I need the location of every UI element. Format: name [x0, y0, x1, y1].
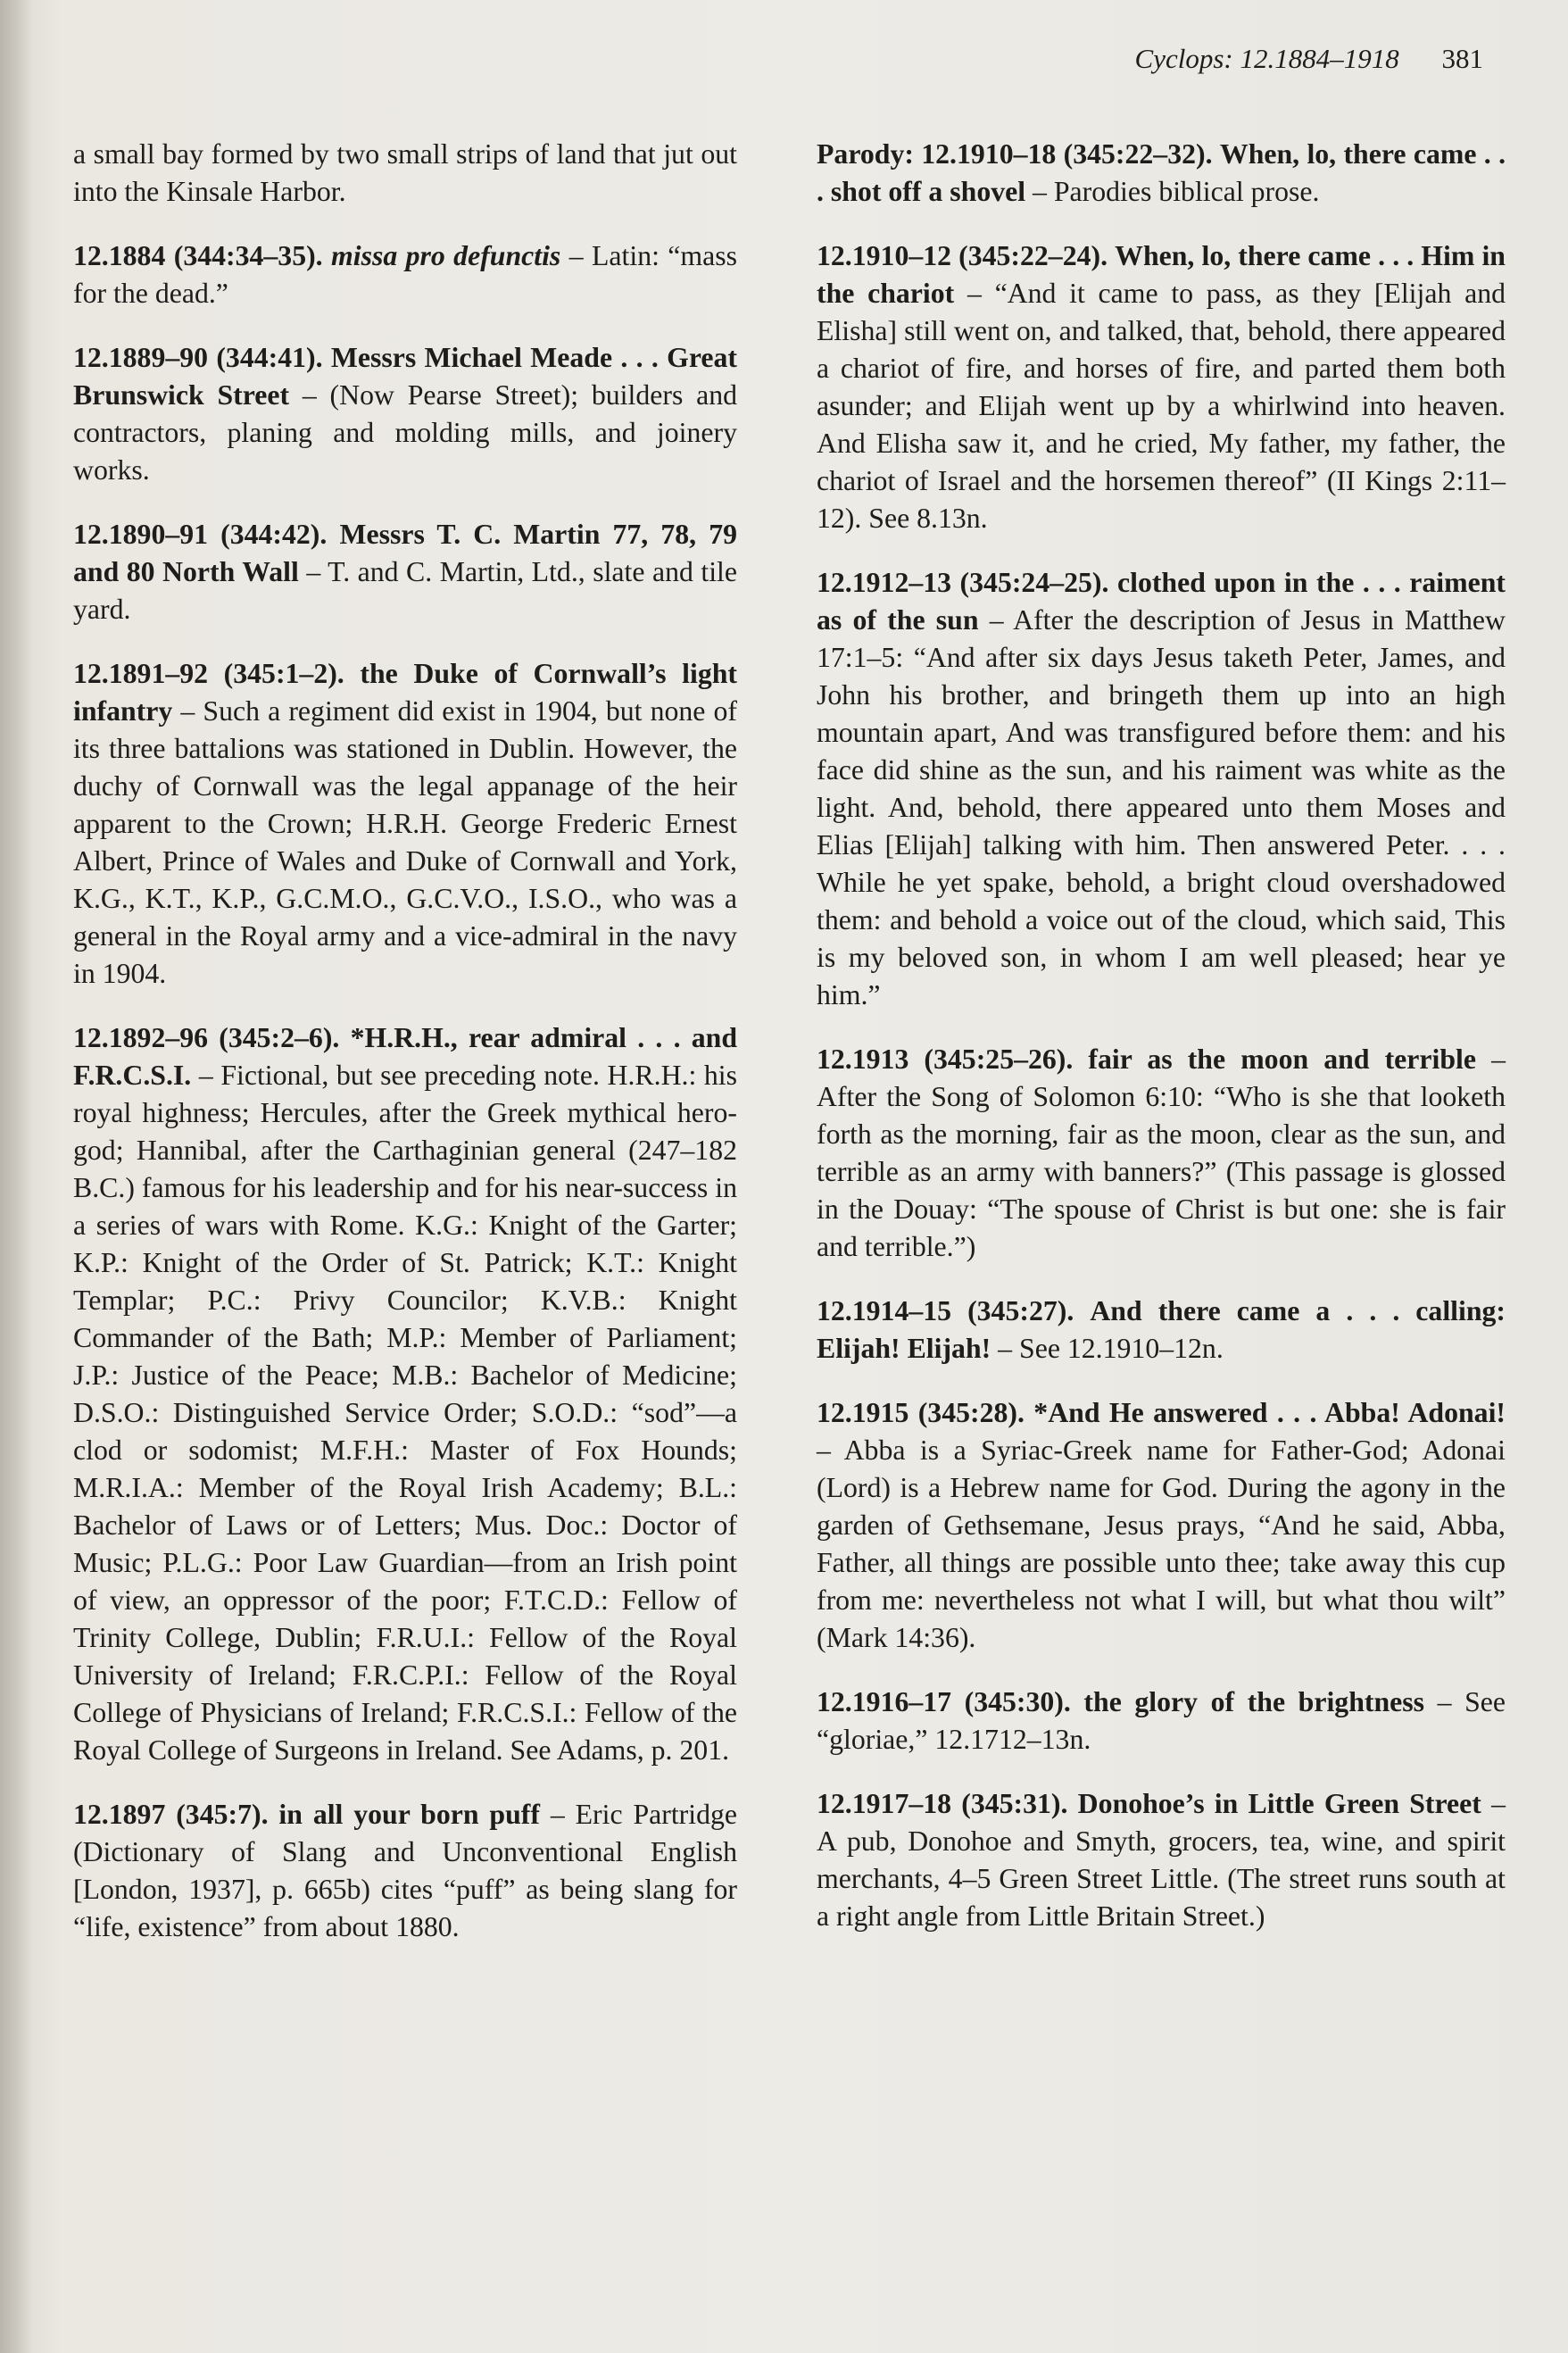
note-lemma: clothed upon in the . . . raiment as of the sun: [817, 567, 1506, 636]
note-entry: 12.1913 (345:25–26). fair as the moon and terrible – After the Song of Solomon 6:10: “Who is she that looketh forth as the morning, fair as the moon, clear as the sun, and terrible as an army with banners?” (This passage is glossed in the Douay: “The spouse of Christ is but one: she is fair and terrible.”): [817, 1043, 1506, 1262]
note-text: Latin: “mass for the dead.”: [73, 240, 738, 309]
note-reference: 12.1890–91 (344:42).: [73, 519, 328, 550]
note-lemma: *And He answered . . . Abba! Adonai!: [1033, 1397, 1506, 1428]
note-entry: 12.1915 (345:28). *And He answered . . . Abba! Adonai! – Abba is a Syriac-Greek name for Father-God; Adonai (Lord) is a Hebrew name for God. During the agony in the garden of Gethsemane, Jesus prays, “And he said, Abba, Father, all things are possible unto thee; take away this cup from me: nevertheless not what I will, but what thou wilt” (Mark 14:36).: [817, 1397, 1506, 1653]
note-lemma: the Duke of Cornwall’s light infantry: [73, 658, 737, 727]
note-lemma: And there came a . . . calling: Elijah! Elijah!: [817, 1295, 1506, 1364]
note-reference: 12.1915 (345:28).: [817, 1397, 1025, 1428]
note-text: Such a regiment did exist in 1904, but none of its three battalions was stationed in Dublin. However, the duchy of Cornwall was the legal appanage of the heir apparent to the Crown; H.R.H. George Frederic Ernest Albert, Prince of Wales and Duke of Cornwall and York, K.G., K.T., K.P., G.C.M.O., G.C.V.O., I.S.O., who was a general in the Royal army and a vice-admiral in the navy in 1904.: [73, 695, 738, 989]
note-lemma: the glory of the brightness: [1083, 1686, 1425, 1717]
note-entry: 12.1917–18 (345:31). Donohoe’s in Little Green Street – A pub, Donohoe and Smyth, grocers, tea, wine, and spirit merchants, 4–5 Green Street Little. (The street runs south at a right angle from Little Britain Street.): [817, 1788, 1506, 1932]
note-entry: Parody: 12.1910–18 (345:22–32). When, lo, there came . . . shot off a shovel – Parodies biblical prose.: [817, 138, 1506, 207]
note-text: After the description of Jesus in Matthew 17:1–5: “And after six days Jesus taketh Peter, James, and John his brother, and bringeth them up into an high mountain apart, And was transfigured before them: and his face did shine as the sun, and his raiment was white as the light. And, behold, there appeared unto them Moses and Elias [Elijah] talking with him. Then answered Peter. . . . While he yet spake, behold, a bright cloud overshadowed them: and behold a voice out of the cloud, which said, This is my beloved son, in whom I am well pleased; hear ye him.”: [817, 604, 1506, 1010]
note-lemma: Messrs Michael Meade . . . Great Brunswick Street: [73, 342, 737, 411]
note-lemma: in all your born puff: [278, 1799, 540, 1830]
note-entry: 12.1890–91 (344:42). Messrs T. C. Martin 77, 78, 79 and 80 North Wall – T. and C. Martin, Ltd., slate and tile yard.: [73, 519, 738, 625]
gutter-shadow: [0, 0, 32, 2353]
note-entry: 12.1892–96 (345:2–6). *H.R.H., rear admiral . . . and F.R.C.S.I. – Fictional, but see preceding note. H.R.H.: his royal highness; Hercules, after the Greek mythical hero-god; Hannibal, after the Carthaginian general (247–182 B.C.) famous for his leadership and for his near-success in a series of wars with Rome. K.G.: Knight of the Garter; K.P.: Knight of the Order of St. Patrick; K.T.: Knight Templar; P.C.: Privy Councilor; K.V.B.: Knight Commander of the Bath; M.P.: Member of Parliament; J.P.: Justice of the Peace; M.B.: Bachelor of Medicine; D.S.O.: Distinguished Service Order; S.O.D.: “sod”—a clod or sodomist; M.F.H.: Master of Fox Hounds; M.R.I.A.: Member of the Royal Irish Academy; B.L.: Bachelor of Laws or of Letters; Mus. Doc.: Doctor of Music; P.L.G.: Poor Law Guardian—from an Irish point of view, an oppressor of the poor; F.T.C.D.: Fellow of Trinity College, Dublin; F.R.U.I.: Fellow of the Royal University of Ireland; F.R.C.P.I.: Fellow of the Royal College of Physicians of Ireland; F.R.C.S.I.: Fellow of the Royal College of Surgeons in Ireland. See Adams, p. 201.: [73, 1022, 738, 1766]
note-entry: 12.1916–17 (345:30). the glory of the brightness – See “gloriae,” 12.1712–13n.: [817, 1686, 1506, 1755]
note-entry: 12.1891–92 (345:1–2). the Duke of Cornwall’s light infantry – Such a regiment did exist in 1904, but none of its three battalions was stationed in Dublin. However, the duchy of Cornwall was the legal appanage of the heir apparent to the Crown; H.R.H. George Frederic Ernest Albert, Prince of Wales and Duke of Cornwall and York, K.G., K.T., K.P., G.C.M.O., G.C.V.O., I.S.O., who was a general in the Royal army and a vice-admiral in the navy in 1904.: [73, 658, 738, 989]
note-reference: 12.1913 (345:25–26).: [817, 1043, 1074, 1075]
note-reference: Parody: 12.1910–18 (345:22–32).: [817, 138, 1213, 170]
running-head: [1135, 43, 1483, 75]
note-reference: 12.1892–96 (345:2–6).: [73, 1022, 340, 1053]
right-column: [817, 136, 1506, 1962]
note-lemma: *H.R.H., rear admiral . . . and F.R.C.S.I.: [73, 1022, 738, 1091]
note-entry: 12.1914–15 (345:27). And there came a . . . calling: Elijah! Elijah! – See 12.1910–12n.: [817, 1295, 1506, 1364]
note-entry: [73, 136, 737, 211]
note-text: T. and C. Martin, Ltd., slate and tile yard.: [73, 556, 737, 625]
note-text: See 12.1910–12n.: [1019, 1333, 1224, 1364]
note-lemma: Donohoe’s in Little Green Street: [1077, 1788, 1481, 1819]
note-text: (Now Pearse Street); builders and contractors, planing and molding mills, and joinery works.: [73, 379, 738, 486]
note-text: A pub, Donohoe and Smyth, grocers, tea, wine, and spirit merchants, 4–5 Green Street Little. (The street runs south at a right angle from Little Britain Street.): [817, 1825, 1506, 1932]
note-lemma: When, lo, there came . . . shot off a shovel: [817, 138, 1506, 207]
note-text: Abba is a Syriac-Greek name for Father-God; Adonai (Lord) is a Hebrew name for God. During the agony in the garden of Gethsemane, Jesus prays, “And he said, Abba, Father, all things are possible unto thee; take away this cup from me: nevertheless not what I will, but what thou wilt” (Mark 14:36).: [817, 1434, 1506, 1653]
left-column: [73, 136, 737, 1973]
note-lemma: fair as the moon and terrible: [1088, 1043, 1476, 1075]
running-head-title: Cyclops: 12.1884–1918: [1134, 43, 1399, 74]
note-entry: 12.1910–12 (345:22–24). When, lo, there came . . . Him in the chariot – “And it came to pass, as they [Elijah and Elisha] still went on, and talked, that, behold, there appeared a chariot of fire, and horses of fire, and parted them both asunder; and Elijah went up by a whirlwind into heaven. And Elisha saw it, and he cried, My father, my father, the chariot of Israel and the horsemen thereof” (II Kings 2:11–12). See 8.13n.: [817, 240, 1506, 534]
note-reference: 12.1916–17 (345:30).: [817, 1686, 1071, 1717]
note-reference: 12.1891–92 (345:1–2).: [73, 658, 344, 689]
note-text: Eric Partridge (Dictionary of Slang and Unconventional English [London, 1937], p. 665b) cites “puff” as being slang for “life, existence” from about 1880.: [73, 1799, 738, 1942]
note-text: Fictional, but see preceding note. H.R.H.: his royal highness; Hercules, after the Greek mythical hero-god; Hannibal, after the Carthaginian general (247–182 B.C.) famous for his leadership and for his near-success in a series of wars with Rome. K.G.: Knight of the Garter; K.P.: Knight of the Order of St. Patrick; K.T.: Knight Templar; P.C.: Privy Councilor; K.V.B.: Knight Commander of the Bath; M.P.: Member of Parliament; J.P.: Justice of the Peace; M.B.: Bachelor of Medicine; D.S.O.: Distinguished Service Order; S.O.D.: “sod”—a clod or sodomist; M.F.H.: Master of Fox Hounds; M.R.I.A.: Member of the Royal Irish Academy; B.L.: Bachelor of Laws or of Letters; Mus. Doc.: Doctor of Music; P.L.G.: Poor Law Guardian—from an Irish point of view, an oppressor of the poor; F.T.C.D.: Fellow of Trinity College, Dublin; F.R.U.I.: Fellow of the Royal University of Ireland; F.R.C.P.I.: Fellow of the Royal College of Physicians of Ireland; F.R.C.S.I.: Fellow of the Royal College of Surgeons in Ireland. See Adams, p. 201.: [73, 1060, 738, 1766]
note-text: Parodies biblical prose.: [1053, 176, 1320, 207]
note-reference: 12.1884 (344:34–35).: [73, 240, 323, 271]
note-reference: 12.1912–13 (345:24–25).: [817, 567, 1109, 598]
note-entry: 12.1912–13 (345:24–25). clothed upon in the . . . raiment as of the sun – After the description of Jesus in Matthew 17:1–5: “And after six days Jesus taketh Peter, James, and John his brother, and bringeth them up into an high mountain apart, And was transfigured before them: and his face did shine as the sun, and his raiment was white as the light. And, behold, there appeared unto them Moses and Elias [Elijah] talking with him. Then answered Peter. . . . While he yet spake, behold, a bright cloud overshadowed them: and behold a voice out of the cloud, which said, This is my beloved son, in whom I am well pleased; hear ye him.”: [817, 567, 1506, 1010]
note-text: See “gloriae,” 12.1712–13n.: [817, 1686, 1506, 1755]
page-number: 381: [1441, 43, 1483, 74]
note-reference: 12.1889–90 (344:41).: [73, 342, 323, 373]
note-text: “And it came to pass, as they [Elijah and Elisha] still went on, and talked, that, behold, there appeared a chariot of fire, and horses of fire, and parted them both asunder; and Elijah went up by a whirlwind into heaven. And Elisha saw it, and he cried, My father, my father, the chariot of Israel and the horsemen thereof” (II Kings 2:11–12). See 8.13n.: [817, 278, 1506, 534]
note-lemma: missa pro defunctis: [331, 240, 561, 271]
note-text: a small bay formed by two small strips of land that jut out into the Kinsale Harbor.: [73, 138, 737, 207]
note-reference: 12.1897 (345:7).: [73, 1799, 269, 1830]
note-entry: 12.1884 (344:34–35). missa pro defunctis – Latin: “mass for the dead.”: [73, 240, 738, 309]
note-lemma: Messrs T. C. Martin 77, 78, 79 and 80 North Wall: [73, 519, 738, 587]
note-entry: 12.1889–90 (344:41). Messrs Michael Meade . . . Great Brunswick Street – (Now Pearse Street); builders and contractors, planing and molding mills, and joinery works.: [73, 342, 738, 486]
note-text: After the Song of Solomon 6:10: “Who is she that looketh forth as the morning, fair as the moon, clear as the sun, and terrible as an army with banners?” (This passage is glossed in the Douay: “The spouse of Christ is but one: she is fair and terrible.”): [817, 1081, 1506, 1262]
note-lemma: When, lo, there came . . . Him in the chariot: [817, 240, 1506, 309]
note-reference: 12.1910–12 (345:22–24).: [817, 240, 1108, 271]
note-reference: 12.1914–15 (345:27).: [817, 1295, 1074, 1326]
note-reference: 12.1917–18 (345:31).: [817, 1788, 1068, 1819]
note-entry: 12.1897 (345:7). in all your born puff – Eric Partridge (Dictionary of Slang and Unconventional English [London, 1937], p. 665b) cites “puff” as being slang for “life, existence” from about 1880.: [73, 1799, 738, 1942]
